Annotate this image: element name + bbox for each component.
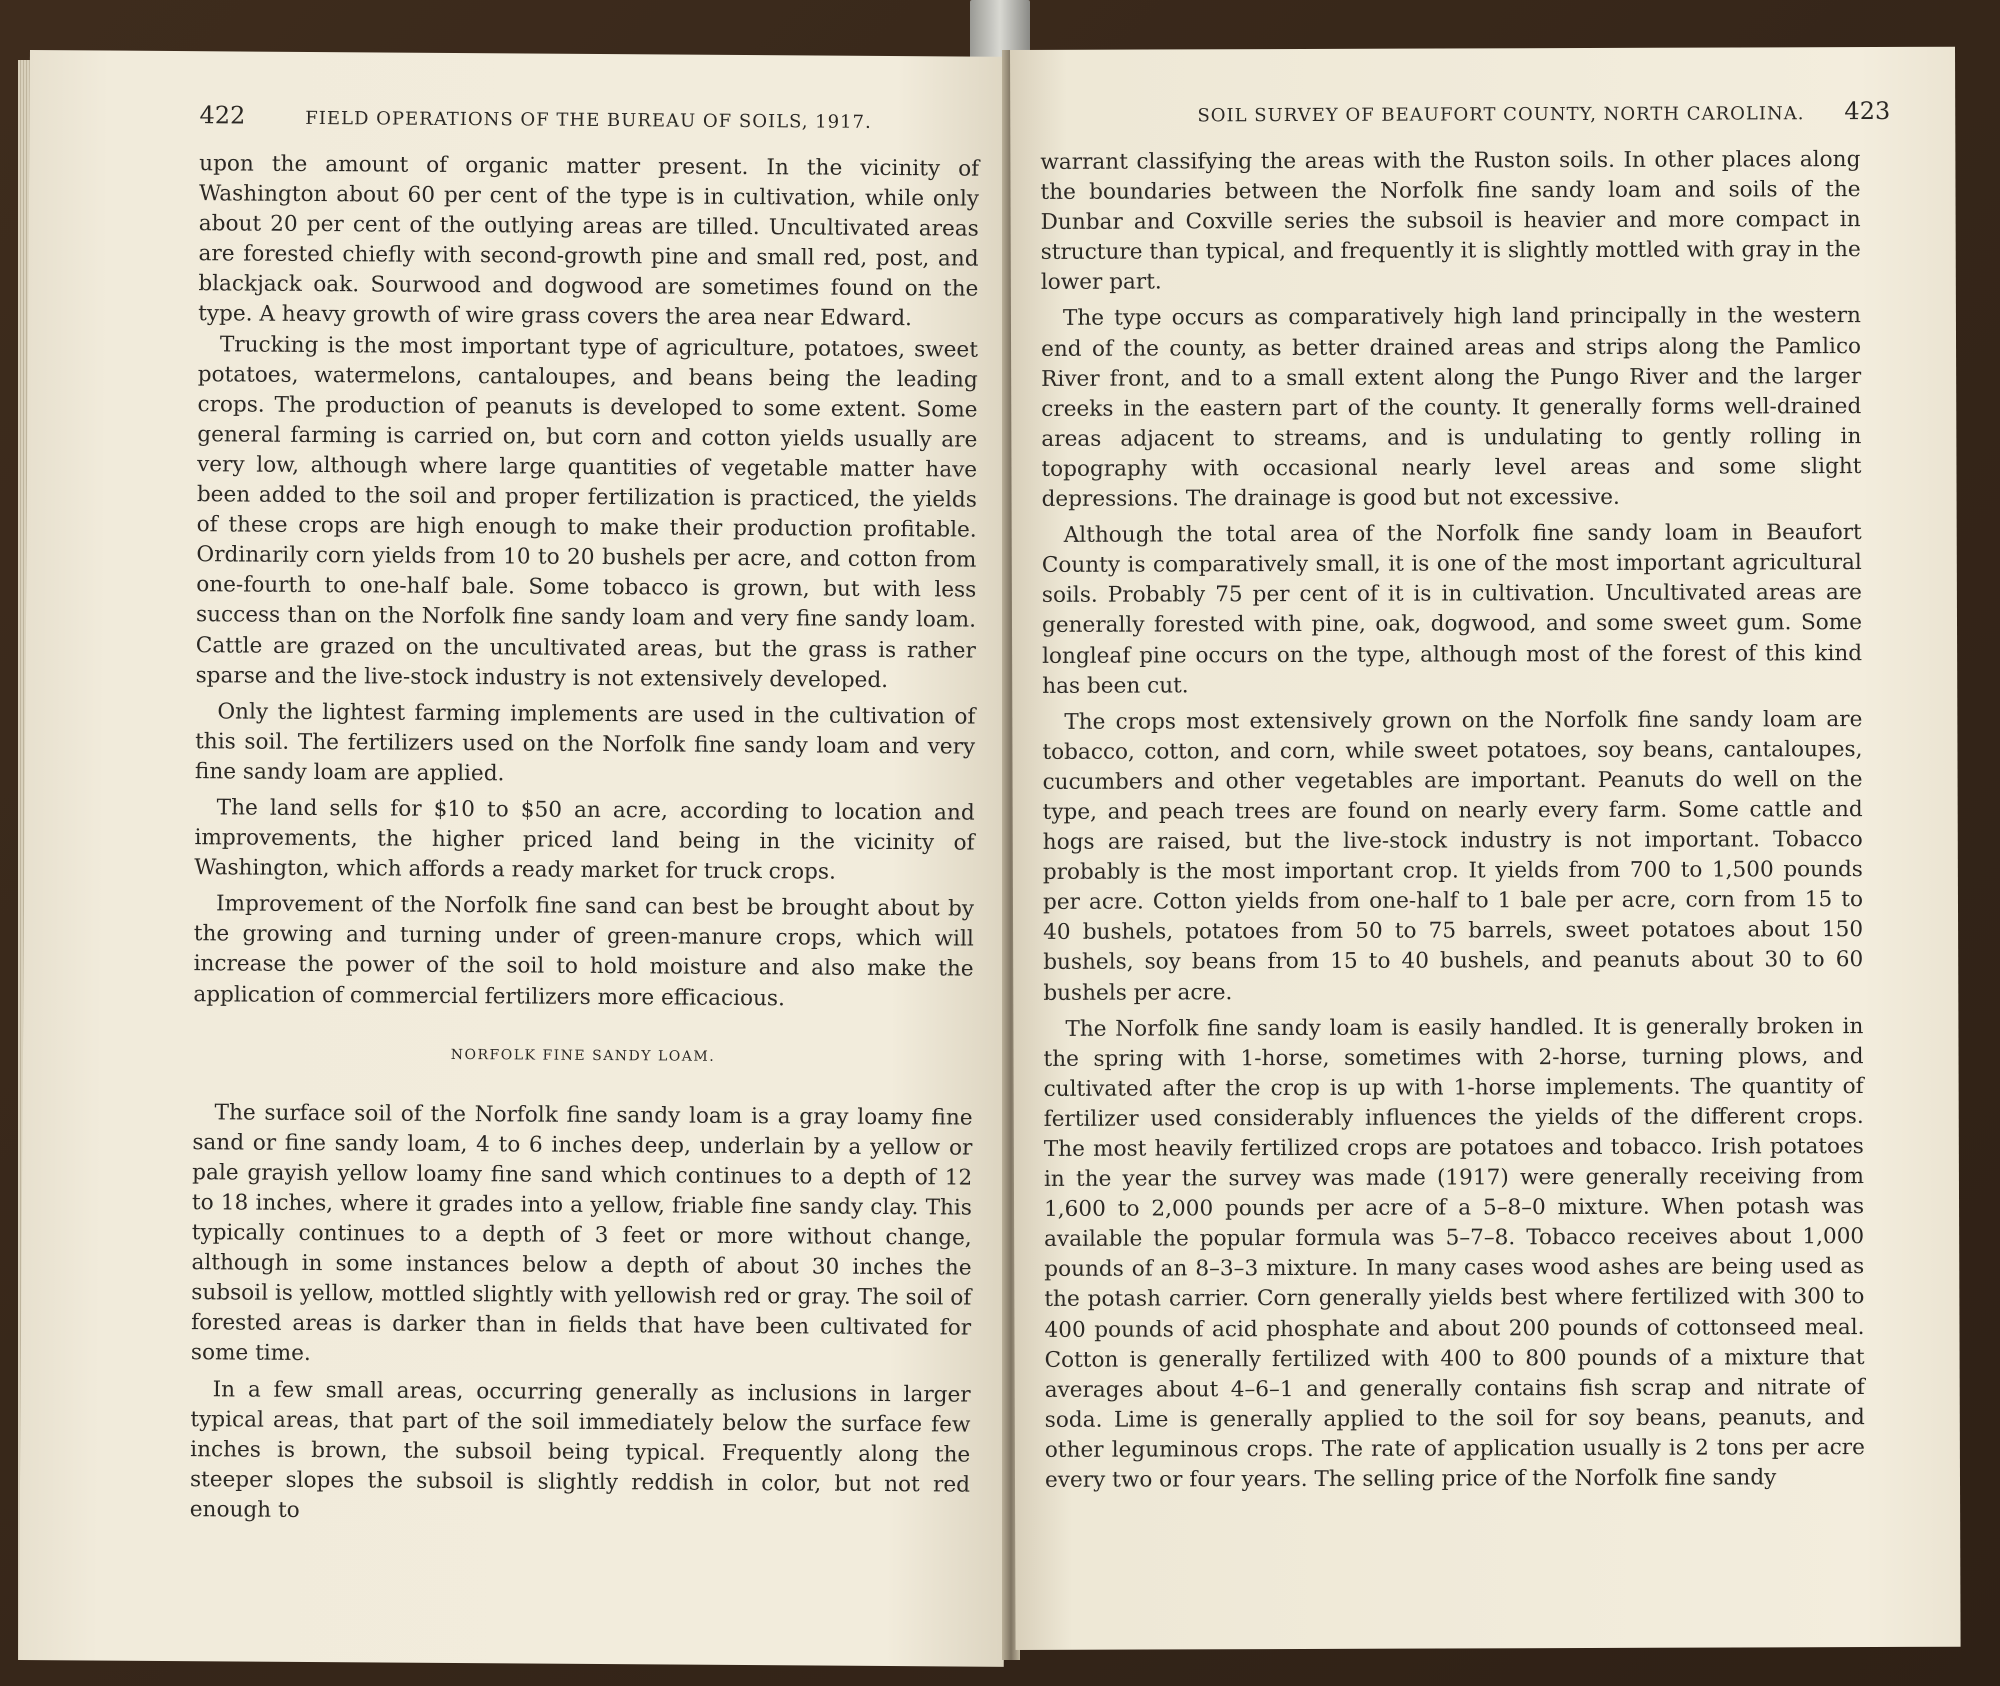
right-paragraph-3: Although the total area of the Norfolk fine sandy loam in Beaufort County is comparatively small, it is one of the most important agricultural soils. Probably 75 per cent of it is in cultivation. Uncultivated areas are generally forested with pine, oak, dogwood, and some sweet gum. Some longleaf pine occurs on the type, although most of the forest of this kind has been cut. (1041, 520, 1863, 699)
section-paragraph-1: The surface soil of the Norfolk fine sandy loam is a gray loamy fine sand or fine sandy loam, 4 to 6 inches deep, underlain by a yellow or pale grayish yellow loamy fine sand which continues to a depth of 12 to 18 inches, where it grades into a yellow, friable fine sandy clay. This typically continues to a depth of 3 feet or more without change, although in some instances below a depth of about 30 inches the subsoil is yellow, mottled slightly with yellowish red or gray. The soil of forested areas is darker than in fields that have been cultivated for some time. (190, 1100, 973, 1367)
left-running-head (199, 101, 979, 134)
left-page-number: 422 (199, 101, 246, 130)
left-text-column (190, 149, 980, 1530)
left-paragraph-4: The land sells for $10 to $50 an acre, according to location and improvements, the higher priced land being in the vicinity of Washington, which affords a ready market for truck crops. (194, 795, 975, 885)
right-text-column (1040, 145, 1865, 1496)
left-paragraph-2: Trucking is the most important type of agriculture, potatoes, sweet potatoes, watermelons, cantaloupes, and beans being the leading crops. The production of peanuts is developed to some extent. Some general farming is carried on, but corn and cotton yields usually are very low, although where large quantities of vegetable matter have been added to the soil and proper fertilization is practiced, the yields of these crops are high enough to make their production profitable. Ordinarily corn yields from 10 to 20 bushels per acre, and cotton from one-fourth to one-half bale. Some tobacco is grown, but with less success than on the Norfolk fine sandy loam and very fine sandy loam. Cattle are grazed on the uncultivated areas, but the grass is rather sparse and the live-stock industry is not extensively developed. (195, 331, 979, 693)
left-running-head-title: FIELD OPERATIONS OF THE BUREAU OF SOILS, 1917. (305, 107, 872, 133)
right-page-number: 423 (1844, 96, 1891, 126)
right-running-head-title: SOIL SURVEY OF BEAUFORT COUNTY, NORTH CAROLINA. (1197, 103, 1805, 127)
right-running-head (1110, 97, 1890, 128)
left-paragraph-3: Only the lightest farming implements are used in the cultivation of this soil. The fertilizers used on the Norfolk fine sandy loam and very fine sandy loam are applied. (194, 699, 976, 787)
right-paragraph-5: The Norfolk fine sandy loam is easily handled. It is generally broken in the spring with 1-horse, sometimes with 2-horse, turning plows, and cultivated after the crop is up with 1-horse implements. The quantity of fertilizer used considerably influences the yields of the different crops. The most heavily fertilized crops are potatoes and tobacco. Irish potatoes in the year the survey was made (1917) were generally receiving from 1,600 to 2,000 pounds per acre of a 5–8–0 mixture. When potash was available the popular formula was 5–7–8. Tobacco receives about 1,000 pounds of an 8–3–3 mixture. In many cases wood ashes are being used as the potash carrier. Corn generally yields best where fertilized with 300 to 400 pounds of acid phosphate and about 200 pounds of cottonseed meal. Cotton is generally fertilized with 400 to 800 pounds of a mixture that averages about 4–6–1 and generally contains fish scrap and nitrate of soda. Lime is generally applied to the soil for soy beans, peanuts, and other leguminous crops. The rate of application usually is 2 tons per acre every two or four years. The selling price of the Norfolk fine sandy (1043, 1013, 1865, 1493)
right-paragraph-1: warrant classifying the areas with the Ruston soils. In other places along the boundaries between the Norfolk fine sandy loam and soils of the Dunbar and Coxville series the subsoil is heavier and more compact in structure than typical, and frequently it is slightly mottled with gray in the lower part. (1040, 147, 1861, 296)
right-paragraph-4: The crops most extensively grown on the Norfolk fine sandy loam are tobacco, cotton, and corn, while sweet potatoes, soy beans, cantaloupes, cucumbers and other vegetables are important. Peanuts do well on the type, and peach trees are found on nearly every farm. Some cattle and hogs are raised, but the live-stock industry is not important. Tobacco probably is the most important crop. It yields from 700 to 1,500 pounds per acre. Cotton yields from one-half to 1 bale per acre, corn from 15 to 40 bushels, potatoes from 50 to 75 barrels, sweet potatoes about 150 bushels, soy beans from 15 to 40 bushels, and peanuts about 30 to 60 bushels per acre. (1042, 706, 1864, 1006)
section-heading: NORFOLK FINE SANDY LOAM. (450, 1046, 716, 1065)
right-paragraph-2: The type occurs as comparatively high land principally in the western end of the county, as better drained areas and strips along the Pamlico River front, and to a small extent along the Pungo River and the larger creeks in the eastern part of the county. It generally forms well-drained areas adjacent to streams, and is undulating to gently rolling in topography with occasional nearly level areas and some slight depressions. The drainage is good but not excessive. (1041, 303, 1862, 512)
left-paragraph-1: upon the amount of organic matter present. In the vicinity of Washington about 60 per cent of the type is in cultivation, while only about 20 per cent of the outlying areas are tilled. Uncultivated areas are forested chiefly with second-growth pine and small red, post, and blackjack oak. Sourwood and dogwood are sometimes found on the type. A heavy growth of wire grass covers the area near Edward. (198, 151, 980, 332)
section-paragraph-2: In a few small areas, occurring generally as inclusions in larger typical areas, that part of the soil immediately below the surface few inches is brown, the subsoil being typical. Frequently along the steeper slopes the subsoil is slightly reddish in color, but not red enough to (189, 1376, 971, 1523)
left-page (19, 50, 1015, 1667)
left-paragraph-5: Improvement of the Norfolk fine sand can best be brought about by the growing and turning under of green-manure crops, which will increase the power of the soil to hold moisture and also make the application of commercial fertilizers more efficacious. (193, 891, 975, 1011)
right-page (1010, 47, 1961, 1650)
